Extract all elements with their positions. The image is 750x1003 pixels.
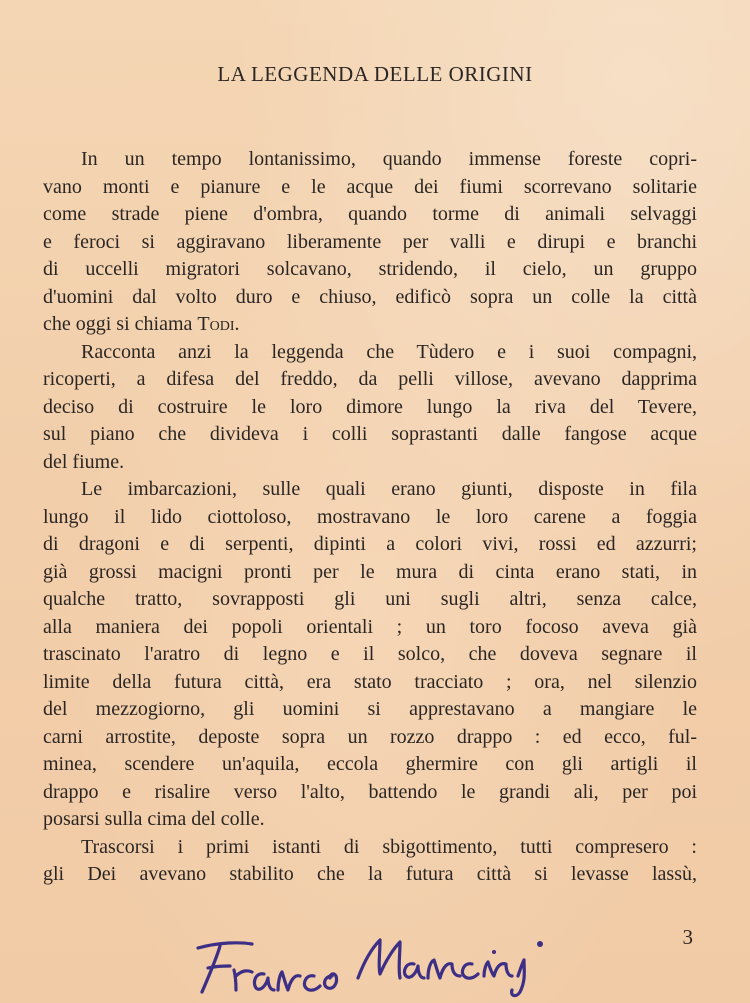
text-line: lungo il lido ciottoloso, mostravano le loro carene a foggia (43, 505, 697, 528)
text-line: Racconta anzi la leggenda che Tùdero e i suoi compagni, (81, 340, 697, 363)
paragraph-3 (43, 476, 697, 834)
paragraph-4 (43, 834, 697, 889)
paragraph-2 (43, 339, 697, 477)
text-line: d'uomini dal volto duro e chiuso, edificò sopra un colle la città (43, 285, 697, 308)
text-line (43, 311, 697, 339)
handwritten-signature (190, 930, 560, 1000)
text-fragment: che oggi si chiama (43, 313, 193, 335)
text-line: ricoperti, a difesa del freddo, da pelli villose, avevano dapprima (43, 368, 697, 390)
text-line: posarsi sulla cima del colle. (43, 808, 265, 830)
text-line: drappo e risalire verso l'alto, battendo le grandi ali, per poi (43, 780, 697, 803)
text-line: In un tempo lontanissimo, quando immense foreste copri- (81, 148, 697, 170)
text-line: del fiume. (43, 450, 125, 473)
text-line: trascinato l'aratro di legno e il solco, che doveva segnare il (43, 643, 697, 665)
text-line: Le imbarcazioni, sulle quali erano giunti, disposte in fila (81, 478, 697, 500)
text-line: vano monti e pianure e le acque dei fiumi scorrevano solitarie (43, 175, 697, 198)
text-line: già grossi macigni pronti per le mura di cinta erano stati, in (43, 560, 697, 583)
text-line: come strade piene d'ombra, quando torme di animali selvaggi (43, 203, 697, 225)
text-line: gli Dei avevano stabilito che la futura città si levasse lassù, (43, 863, 697, 885)
text-line: deciso di costruire le loro dimore lungo la riva del Tevere, (43, 395, 697, 418)
text-line: del mezzogiorno, gli uomini si apprestavano a mangiare le (43, 698, 697, 720)
text-line: limite della futura città, era stato tracciato ; ora, nel silenzio (43, 670, 697, 693)
text-line: sul piano che divideva i colli soprastanti dalle fangose acque (43, 423, 697, 445)
place-name-todi: Todi. (197, 313, 240, 335)
text-line: minea, scendere un'aquila, eccola ghermire con gli artigli il (43, 753, 697, 775)
text-line: qualche tratto, sovrapposti gli uni sugli altri, senza calce, (43, 588, 697, 610)
page-title: LA LEGGENDA DELLE ORIGINI (217, 62, 533, 86)
text-line: di dragoni e di serpenti, dipinti a colori vivi, rossi ed azzurri; (43, 533, 697, 555)
body-text (43, 146, 697, 889)
text-line: Trascorsi i primi istanti di sbigottimento, tutti compresero : (81, 835, 697, 858)
paragraph-1 (43, 146, 697, 339)
text-line: carni arrostite, deposte sopra un rozzo drappo : ed ecco, ful- (43, 725, 697, 748)
text-line: alla maniera dei popoli orientali ; un toro focoso aveva già (43, 615, 697, 638)
page-number: 3 (682, 925, 693, 949)
text-line: e feroci si aggiravano liberamente per valli e dirupi e branchi (43, 230, 697, 253)
text-line: di uccelli migratori solcavano, stridendo, il cielo, un gruppo (43, 258, 697, 280)
